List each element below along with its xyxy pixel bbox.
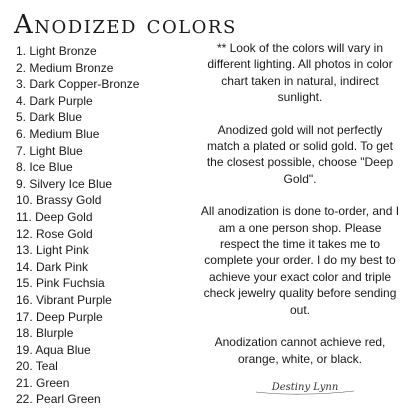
list-item: 8. Ice Blue — [16, 160, 73, 175]
list-item: 14. Dark Pink — [16, 259, 89, 274]
signature — [250, 376, 360, 396]
list-item: 9. Silvery Ice Blue — [16, 176, 113, 191]
order-note: All anodization is done to-order, and I am a one person shop. Please respect the time it takes me to complete your order. I do my best to achieve your exact color and triple check jewelry quality before sending out. — [200, 204, 400, 317]
list-item: 22. Pearl Green — [16, 392, 101, 407]
lighting-note: ** Look of the colors will vary in different lighting. All photos in color chart taken in natural, indirect sunlight. — [207, 41, 393, 105]
list-item: 18. Blurple — [16, 326, 74, 341]
list-item: 16. Vibrant Purple — [16, 292, 112, 307]
signature-text: Destiny Lynn — [271, 382, 339, 393]
list-item: 6. Medium Blue — [16, 126, 100, 141]
list-item: 19. Aqua Blue — [16, 342, 91, 357]
list-item: 13. Light Pink — [16, 243, 89, 258]
list-item: 20. Teal — [16, 359, 58, 374]
notes-panel — [200, 40, 400, 383]
list-item: 5. Dark Blue — [16, 110, 83, 125]
list-item: 21. Green — [16, 375, 70, 390]
list-item: 4. Dark Purple — [16, 93, 93, 108]
list-item: 7. Light Blue — [16, 143, 83, 158]
color-list — [16, 43, 139, 408]
page-title: Anodized colors — [14, 10, 237, 40]
list-item: 2. Medium Bronze — [16, 60, 114, 75]
list-item: 3. Dark Copper-Bronze — [16, 77, 140, 92]
list-item: 11. Deep Gold — [16, 209, 93, 224]
list-item: 15. Pink Fuchsia — [16, 276, 105, 291]
gold-note: Anodized gold will not perfectly match a plated or solid gold. To get the closest possible, choose "Deep Gold". — [206, 122, 394, 186]
list-item: 1. Light Bronze — [16, 44, 97, 58]
list-item: 17. Deep Purple — [16, 309, 103, 324]
list-item: 10. Brassy Gold — [16, 193, 102, 208]
limits-note: Anodization cannot achieve red, orange, white, or black. — [214, 335, 386, 366]
list-item: 12. Rose Gold — [16, 226, 93, 241]
